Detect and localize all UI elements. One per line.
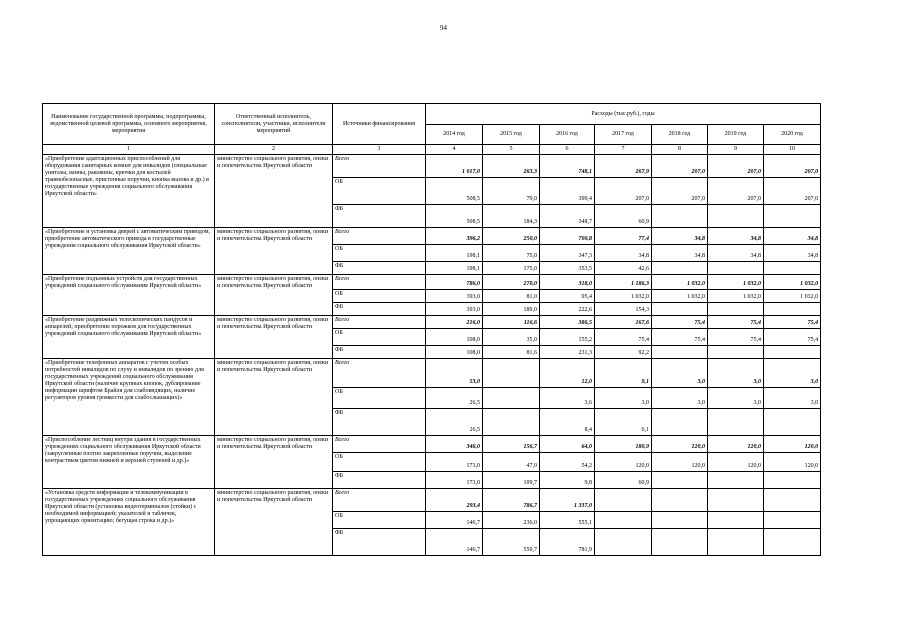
expense-cell: 786,0 bbox=[426, 275, 483, 290]
expense-cell: 75,4 bbox=[652, 329, 708, 346]
expense-cell: 508,5 bbox=[426, 205, 483, 228]
expense-cell: 1 017,0 bbox=[426, 155, 483, 178]
expense-cell: 6,1 bbox=[595, 409, 652, 436]
funding-source: Всего bbox=[333, 275, 426, 290]
expense-cell: 53,0 bbox=[426, 359, 483, 388]
expense-cell: 393,0 bbox=[426, 303, 483, 316]
expense-cell: 34,8 bbox=[764, 245, 821, 262]
expense-cell: 555,1 bbox=[540, 512, 595, 529]
header-year: 2020 год bbox=[764, 125, 821, 145]
expense-cell: 207,0 bbox=[708, 178, 764, 205]
expense-cell bbox=[764, 409, 821, 436]
funding-source: Всего bbox=[333, 316, 426, 329]
expense-cell: 34,8 bbox=[652, 228, 708, 245]
funding-source: ФБ bbox=[333, 262, 426, 275]
measure-name: «Приобретение и установка дверей с автоматическим приводом, приобретение автоматического привода в государственные учреждения социального обслуживания Иркутской области» bbox=[43, 228, 215, 275]
expense-cell bbox=[652, 489, 708, 512]
expense-cell: 1 032,0 bbox=[595, 290, 652, 303]
expense-cell: 108,0 bbox=[426, 346, 483, 359]
header-source: Источники финансирования bbox=[333, 104, 426, 145]
measure-executor: министерство социального развития, опеки и попечительства Иркутской области bbox=[215, 155, 333, 228]
expense-cell: 346,0 bbox=[426, 436, 483, 453]
expense-cell: 393,0 bbox=[426, 290, 483, 303]
expense-cell: 250,0 bbox=[483, 228, 540, 245]
funding-source: ФБ bbox=[333, 205, 426, 228]
expense-cell: 120,0 bbox=[764, 436, 821, 453]
expense-cell: 64,0 bbox=[540, 436, 595, 453]
funding-source: ФБ bbox=[333, 346, 426, 359]
expense-cell: 207,0 bbox=[652, 155, 708, 178]
expense-cell: 92,2 bbox=[595, 346, 652, 359]
expense-cell bbox=[764, 205, 821, 228]
header-year: 2016 год bbox=[540, 125, 595, 145]
expense-cell: 318,0 bbox=[540, 275, 595, 290]
column-number: 4 bbox=[426, 145, 483, 155]
expense-cell: 60,9 bbox=[595, 472, 652, 489]
table-row bbox=[43, 275, 821, 290]
funding-source: Всего bbox=[333, 489, 426, 512]
expense-cell: 396,2 bbox=[426, 228, 483, 245]
expense-cell: 81,0 bbox=[483, 290, 540, 303]
table-row bbox=[43, 436, 821, 453]
expense-cell bbox=[708, 346, 764, 359]
header-executor: Ответственный исполнитель, соисполнители, участники, исполнители мероприятий bbox=[215, 104, 333, 145]
expense-cell: 1 032,0 bbox=[764, 275, 821, 290]
expense-cell bbox=[764, 472, 821, 489]
expense-cell: 146,7 bbox=[426, 529, 483, 556]
expense-cell: 26,5 bbox=[426, 388, 483, 409]
expense-cell: 3,0 bbox=[652, 359, 708, 388]
expense-cell: 3,0 bbox=[708, 388, 764, 409]
column-number: 2 bbox=[215, 145, 333, 155]
expense-cell bbox=[652, 303, 708, 316]
expense-cell bbox=[483, 359, 540, 388]
funding-source: ФБ bbox=[333, 472, 426, 489]
expense-cell: 77,4 bbox=[595, 228, 652, 245]
header-row bbox=[43, 104, 821, 125]
expense-cell: 293,4 bbox=[426, 489, 483, 512]
expense-cell: 75,4 bbox=[708, 316, 764, 329]
expense-cell: 120,0 bbox=[708, 453, 764, 472]
expense-cell: 781,9 bbox=[540, 529, 595, 556]
expense-cell: 3,0 bbox=[764, 359, 821, 388]
expense-cell bbox=[652, 346, 708, 359]
expense-cell bbox=[483, 388, 540, 409]
expense-cell: 9,1 bbox=[595, 359, 652, 388]
expense-cell: 3,0 bbox=[708, 359, 764, 388]
expense-cell: 75,4 bbox=[764, 329, 821, 346]
expense-cell: 184,3 bbox=[483, 205, 540, 228]
expense-cell bbox=[595, 512, 652, 529]
funding-source: Всего bbox=[333, 436, 426, 453]
header-expenses: Расходы (тыс.руб.), годы bbox=[426, 104, 821, 125]
expense-cell bbox=[764, 529, 821, 556]
measure-executor: министерство социального развития, опеки и попечительства Иркутской области bbox=[215, 228, 333, 275]
expenses-table bbox=[42, 103, 821, 556]
expense-cell: 3,0 bbox=[595, 388, 652, 409]
expense-cell: 180,9 bbox=[595, 436, 652, 453]
expense-cell: 12,0 bbox=[540, 359, 595, 388]
expense-cell: 207,0 bbox=[764, 178, 821, 205]
expense-cell: 81,6 bbox=[483, 346, 540, 359]
expense-cell: 1 032,0 bbox=[708, 290, 764, 303]
expense-cell: 34,8 bbox=[652, 245, 708, 262]
expense-cell: 207,0 bbox=[708, 155, 764, 178]
column-number: 6 bbox=[540, 145, 595, 155]
expense-cell: 9,8 bbox=[540, 472, 595, 489]
expense-cell: 75,4 bbox=[595, 329, 652, 346]
expense-cell bbox=[708, 512, 764, 529]
header-year: 2018 год bbox=[652, 125, 708, 145]
funding-source: ОБ bbox=[333, 178, 426, 205]
header-name: Наименование государственной программы, подпрограммы, ведомственной целевой программы, основного мероприятия, мероприятия bbox=[43, 104, 215, 145]
header-year: 2015 год bbox=[483, 125, 540, 145]
column-number: 7 bbox=[595, 145, 652, 155]
expense-cell bbox=[483, 409, 540, 436]
funding-source: ФБ bbox=[333, 303, 426, 316]
table-row bbox=[43, 359, 821, 388]
expense-cell: 267,9 bbox=[595, 155, 652, 178]
expense-cell: 207,0 bbox=[764, 155, 821, 178]
measure-executor: министерство социального развития, опеки и попечительства Иркутской области bbox=[215, 436, 333, 489]
expense-cell bbox=[652, 409, 708, 436]
expense-cell: 173,0 bbox=[426, 472, 483, 489]
expense-cell: 156,7 bbox=[483, 436, 540, 453]
expense-cell: 154,3 bbox=[595, 303, 652, 316]
expense-cell: 109,7 bbox=[483, 472, 540, 489]
expense-cell: 34,8 bbox=[764, 228, 821, 245]
expense-cell: 216,0 bbox=[426, 316, 483, 329]
expense-cell: 34,8 bbox=[708, 228, 764, 245]
expense-cell bbox=[708, 489, 764, 512]
expense-cell: 1 032,0 bbox=[652, 275, 708, 290]
expense-cell: 34,8 bbox=[708, 245, 764, 262]
expense-cell bbox=[764, 489, 821, 512]
measure-name: «Приобретение раздвижных телескопических пандусов и аппарелей; приобретение порожков для государственных учреждений социального обслуживания Иркутской области» bbox=[43, 316, 215, 359]
column-numbers-row bbox=[43, 145, 821, 155]
column-number: 1 bbox=[43, 145, 215, 155]
table-row bbox=[43, 489, 821, 512]
expense-cell: 167,6 bbox=[595, 316, 652, 329]
expense-cell: 47,0 bbox=[483, 453, 540, 472]
expense-cell: 120,0 bbox=[764, 453, 821, 472]
expense-cell: 173,0 bbox=[426, 453, 483, 472]
expense-cell: 175,0 bbox=[483, 262, 540, 275]
table-row bbox=[43, 155, 821, 178]
expense-cell: 3,0 bbox=[652, 388, 708, 409]
expense-cell: 3,6 bbox=[540, 388, 595, 409]
expense-cell: 75,4 bbox=[652, 316, 708, 329]
measure-executor: министерство социального развития, опеки и попечительства Иркутской области bbox=[215, 275, 333, 316]
header-year: 2019 год bbox=[708, 125, 764, 145]
funding-source: ОБ bbox=[333, 290, 426, 303]
funding-source: Всего bbox=[333, 228, 426, 245]
measure-name: «Установка средств информации и телекоммуникации в государственных учреждениях социального обслуживания Иркутской области (установка видеотерминалов (стойки) с необходимой информацией; указателей и табличек, упрощающих ориентацию; бегущая строка и др.)» bbox=[43, 489, 215, 556]
expense-cell: 3,0 bbox=[764, 388, 821, 409]
expense-cell bbox=[764, 346, 821, 359]
measure-executor: министерство социального развития, опеки и попечительства Иркутской области bbox=[215, 359, 333, 436]
measure-name: «Приобретение адаптационных приспособлений для оборудования санитарных комнат для инвалидов (специальные унитазы, ванны, раковины, крючки для костылей травмобезопасные, пристенные поручни, кнопка вызова и др.) в государственные учреждения социального обслуживания Иркутской области» bbox=[43, 155, 215, 228]
expense-cell: 198,1 bbox=[426, 245, 483, 262]
table-row bbox=[43, 316, 821, 329]
expense-cell: 386,5 bbox=[540, 316, 595, 329]
expense-cell bbox=[708, 303, 764, 316]
expense-cell: 348,7 bbox=[540, 205, 595, 228]
expense-cell bbox=[652, 529, 708, 556]
expense-cell: 146,7 bbox=[426, 512, 483, 529]
expense-cell: 1 032,0 bbox=[764, 290, 821, 303]
page-number: 94 bbox=[440, 24, 447, 32]
expense-cell: 700,8 bbox=[540, 228, 595, 245]
expense-cell bbox=[708, 205, 764, 228]
expense-cell: 1 186,3 bbox=[595, 275, 652, 290]
expense-cell bbox=[652, 512, 708, 529]
funding-source: Всего bbox=[333, 155, 426, 178]
expense-cell: 120,0 bbox=[708, 436, 764, 453]
expense-cell: 1 337,0 bbox=[540, 489, 595, 512]
expense-cell bbox=[708, 262, 764, 275]
measure-executor: министерство социального развития, опеки и попечительства Иркутской области bbox=[215, 489, 333, 556]
column-number: 9 bbox=[708, 145, 764, 155]
expense-cell: 75,4 bbox=[764, 316, 821, 329]
expense-cell: 189,0 bbox=[483, 303, 540, 316]
expense-cell: 231,3 bbox=[540, 346, 595, 359]
measure-executor: министерство социального развития, опеки и попечительства Иркутской области bbox=[215, 316, 333, 359]
funding-source: Всего bbox=[333, 359, 426, 388]
funding-source: ФБ bbox=[333, 529, 426, 556]
measure-name: «Приспособление лестниц внутри здания в государственных учреждениях социального обслуживания Иркутской области (закругленные плотно закрепленные поручни, выделение контрастным цветом нижней и верхней ступеней и др.)» bbox=[43, 436, 215, 489]
expense-cell bbox=[708, 472, 764, 489]
expense-cell: 748,1 bbox=[540, 155, 595, 178]
expense-cell: 35,0 bbox=[483, 329, 540, 346]
expense-cell: 75,4 bbox=[708, 329, 764, 346]
expense-cell bbox=[652, 205, 708, 228]
expense-cell: 34,8 bbox=[595, 245, 652, 262]
expense-cell bbox=[764, 303, 821, 316]
expense-cell: 353,5 bbox=[540, 262, 595, 275]
expense-cell: 155,2 bbox=[540, 329, 595, 346]
column-number: 10 bbox=[764, 145, 821, 155]
column-number: 8 bbox=[652, 145, 708, 155]
funding-source: ОБ bbox=[333, 512, 426, 529]
measure-name: «Приобретение подъемных устройств для государственных учреждений социального обслуживания Иркутской области» bbox=[43, 275, 215, 316]
expense-cell: 42,6 bbox=[595, 262, 652, 275]
expense-cell bbox=[708, 409, 764, 436]
expense-cell: 207,0 bbox=[595, 178, 652, 205]
expense-cell: 116,6 bbox=[483, 316, 540, 329]
expense-cell bbox=[764, 512, 821, 529]
expense-cell: 508,5 bbox=[426, 178, 483, 205]
expense-cell: 8,4 bbox=[540, 409, 595, 436]
measure-name: «Приобретение телефонных аппаратов с учетом особых потребностей инвалидов по слуху и инвалидов по зрению для государственных учреждений социального обслуживания Иркутской области (наличие крупных кнопок, дублирование информации шрифтом Брайля для слабовидящих, наличие регуляторов уровня громкости для слабослышащих)» bbox=[43, 359, 215, 436]
expense-cell: 75,0 bbox=[483, 245, 540, 262]
funding-source: ОБ bbox=[333, 329, 426, 346]
column-number: 3 bbox=[333, 145, 426, 155]
expense-cell: 1 032,0 bbox=[708, 275, 764, 290]
expense-cell: 60,9 bbox=[595, 205, 652, 228]
expense-cell: 120,0 bbox=[652, 436, 708, 453]
expense-cell bbox=[652, 472, 708, 489]
expense-cell bbox=[595, 529, 652, 556]
header-year: 2017 год bbox=[595, 125, 652, 145]
expense-cell: 236,0 bbox=[483, 512, 540, 529]
expense-cell: 222,6 bbox=[540, 303, 595, 316]
expense-cell bbox=[708, 529, 764, 556]
header-year: 2014 год bbox=[426, 125, 483, 145]
expense-cell: 270,0 bbox=[483, 275, 540, 290]
expense-cell: 1 032,0 bbox=[652, 290, 708, 303]
expense-cell: 786,7 bbox=[483, 489, 540, 512]
expense-cell: 26,5 bbox=[426, 409, 483, 436]
expense-cell: 207,0 bbox=[652, 178, 708, 205]
expense-cell bbox=[652, 262, 708, 275]
funding-source: ФБ bbox=[333, 409, 426, 436]
expense-cell: 347,3 bbox=[540, 245, 595, 262]
expense-cell: 263,3 bbox=[483, 155, 540, 178]
funding-source: ОБ bbox=[333, 388, 426, 409]
expense-cell: 120,0 bbox=[652, 453, 708, 472]
table-row bbox=[43, 228, 821, 245]
expense-cell: 198,1 bbox=[426, 262, 483, 275]
expense-cell: 54,2 bbox=[540, 453, 595, 472]
expense-cell: 399,4 bbox=[540, 178, 595, 205]
expense-cell: 95,4 bbox=[540, 290, 595, 303]
expense-cell: 120,0 bbox=[595, 453, 652, 472]
funding-source: ОБ bbox=[333, 453, 426, 472]
expense-cell: 550,7 bbox=[483, 529, 540, 556]
expense-cell: 108,0 bbox=[426, 329, 483, 346]
expense-cell: 79,0 bbox=[483, 178, 540, 205]
column-number: 5 bbox=[483, 145, 540, 155]
expense-cell bbox=[764, 262, 821, 275]
expense-cell bbox=[595, 489, 652, 512]
funding-source: ОБ bbox=[333, 245, 426, 262]
